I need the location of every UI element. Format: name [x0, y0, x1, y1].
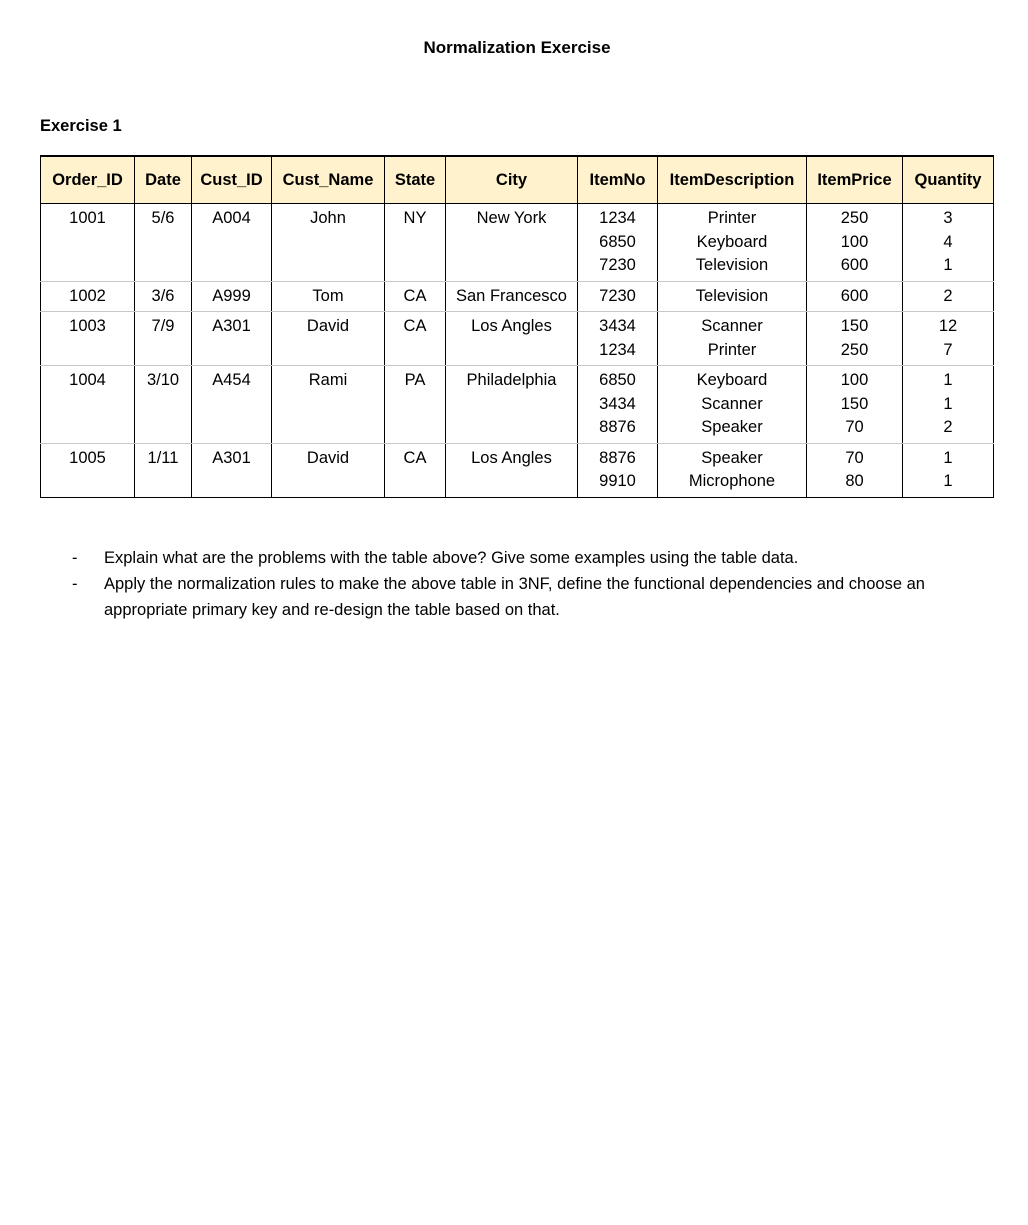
item-no: 7230: [599, 256, 636, 274]
quantity-cell: [903, 366, 994, 444]
item-no-cell: [578, 281, 658, 312]
section-title: Exercise 1: [40, 117, 122, 135]
quantity: 4: [943, 232, 953, 251]
item-description: Microphone: [688, 472, 776, 490]
item-no-cell: [578, 443, 658, 497]
item-description: Speaker: [701, 418, 763, 436]
table-row: [41, 281, 994, 312]
city-cell: Philadelphia: [446, 366, 578, 444]
item-description-cell: [658, 204, 807, 282]
quantity: 2: [943, 418, 953, 436]
cust-id-cell: A999: [192, 281, 272, 312]
column-header: ItemPrice: [807, 156, 903, 204]
cust-name-cell: David: [272, 443, 385, 497]
item-no: 9910: [599, 472, 636, 490]
item-price-cell: [807, 312, 903, 366]
column-header: Cust_ID: [192, 156, 272, 204]
order-id-cell: 1004: [41, 366, 135, 444]
page-title: Normalization Exercise: [423, 38, 611, 57]
item-description: Scanner: [701, 394, 763, 413]
item-description-cell: [658, 443, 807, 497]
item-description: Television: [695, 256, 769, 274]
item-description-cell: [658, 312, 807, 366]
item-no-cell: [578, 366, 658, 444]
date-cell: 1/11: [135, 443, 192, 497]
date-cell: 5/6: [135, 204, 192, 282]
city-cell: Los Angles: [446, 312, 578, 366]
order-id-cell: 1005: [41, 443, 135, 497]
item-description: Keyboard: [696, 371, 768, 389]
header-row: [41, 156, 994, 204]
table-row: [41, 204, 994, 282]
quantity: 2: [943, 286, 953, 305]
quantity-cell: [903, 312, 994, 366]
quantity: 12: [938, 317, 958, 335]
item-no-cell: [578, 204, 658, 282]
question-list: [40, 545, 990, 623]
question-item: [40, 545, 990, 571]
item-no-cell: [578, 312, 658, 366]
item-no: 7230: [599, 286, 636, 305]
item-no: 1234: [599, 340, 636, 359]
item-no: 3434: [599, 317, 636, 335]
state-cell: CA: [385, 312, 446, 366]
item-price: 600: [840, 256, 869, 274]
item-price-cell: [807, 281, 903, 312]
item-price: 600: [840, 286, 869, 305]
table-row: [41, 366, 994, 444]
quantity: 1: [943, 472, 953, 490]
quantity-cell: [903, 281, 994, 312]
quantity-cell: [903, 204, 994, 282]
column-header: Cust_Name: [272, 156, 385, 204]
quantity: 7: [943, 340, 953, 359]
column-header: ItemDescription: [658, 156, 807, 204]
question-text: Explain what are the problems with the table above? Give some examples using the table data.: [104, 549, 799, 567]
item-no: 1234: [599, 209, 636, 227]
item-price: 100: [840, 232, 869, 251]
item-description: Television: [695, 286, 769, 305]
quantity: 3: [943, 209, 953, 227]
cust-name-cell: Rami: [272, 366, 385, 444]
state-cell: CA: [385, 281, 446, 312]
item-price: 150: [840, 394, 869, 413]
cust-id-cell: A004: [192, 204, 272, 282]
quantity-cell: [903, 443, 994, 497]
order-id-cell: 1003: [41, 312, 135, 366]
quantity: 1: [943, 371, 953, 389]
column-header: Quantity: [903, 156, 994, 204]
quantity: 1: [943, 256, 953, 274]
item-price-cell: [807, 204, 903, 282]
item-price-cell: [807, 443, 903, 497]
item-price: 250: [840, 340, 869, 359]
item-price: 250: [840, 209, 869, 227]
item-no: 6850: [599, 232, 636, 251]
item-price: 70: [845, 418, 864, 436]
quantity: 1: [943, 448, 953, 467]
cust-id-cell: A301: [192, 443, 272, 497]
city-cell: San Francesco: [446, 281, 578, 312]
question-item: [40, 571, 990, 623]
item-price: 150: [840, 317, 869, 335]
date-cell: 3/6: [135, 281, 192, 312]
cust-name-cell: John: [272, 204, 385, 282]
orders-table: [40, 155, 994, 498]
item-price: 80: [845, 472, 864, 490]
item-description-cell: [658, 281, 807, 312]
item-price: 100: [840, 371, 869, 389]
item-description-cell: [658, 366, 807, 444]
column-header: Order_ID: [41, 156, 135, 204]
order-id-cell: 1001: [41, 204, 135, 282]
item-description: Keyboard: [696, 232, 768, 251]
item-no: 8876: [599, 448, 636, 467]
state-cell: PA: [385, 366, 446, 444]
table-row: [41, 312, 994, 366]
city-cell: Los Angles: [446, 443, 578, 497]
order-id-cell: 1002: [41, 281, 135, 312]
cust-name-cell: David: [272, 312, 385, 366]
bullet-dash: -: [72, 575, 78, 593]
item-no: 8876: [599, 418, 636, 436]
quantity: 1: [943, 394, 953, 413]
item-description: Printer: [707, 340, 757, 359]
item-description: Printer: [707, 209, 757, 227]
item-description: Speaker: [701, 448, 763, 467]
date-cell: 3/10: [135, 366, 192, 444]
item-description: Scanner: [701, 317, 763, 335]
table-row: [41, 443, 994, 497]
item-no: 3434: [599, 394, 636, 413]
cust-id-cell: A301: [192, 312, 272, 366]
question-text: Apply the normalization rules to make the above table in 3NF, define the functional dependencies and choose an appropriate primary key and re-design the table based on that.: [104, 575, 925, 619]
cust-id-cell: A454: [192, 366, 272, 444]
date-cell: 7/9: [135, 312, 192, 366]
city-cell: New York: [446, 204, 578, 282]
cust-name-cell: Tom: [272, 281, 385, 312]
column-header: Date: [135, 156, 192, 204]
column-header: City: [446, 156, 578, 204]
bullet-dash: -: [72, 549, 78, 567]
item-no: 6850: [599, 371, 636, 389]
column-header: State: [385, 156, 446, 204]
state-cell: CA: [385, 443, 446, 497]
state-cell: NY: [385, 204, 446, 282]
item-price-cell: [807, 366, 903, 444]
column-header: ItemNo: [578, 156, 658, 204]
item-price: 70: [845, 448, 864, 467]
